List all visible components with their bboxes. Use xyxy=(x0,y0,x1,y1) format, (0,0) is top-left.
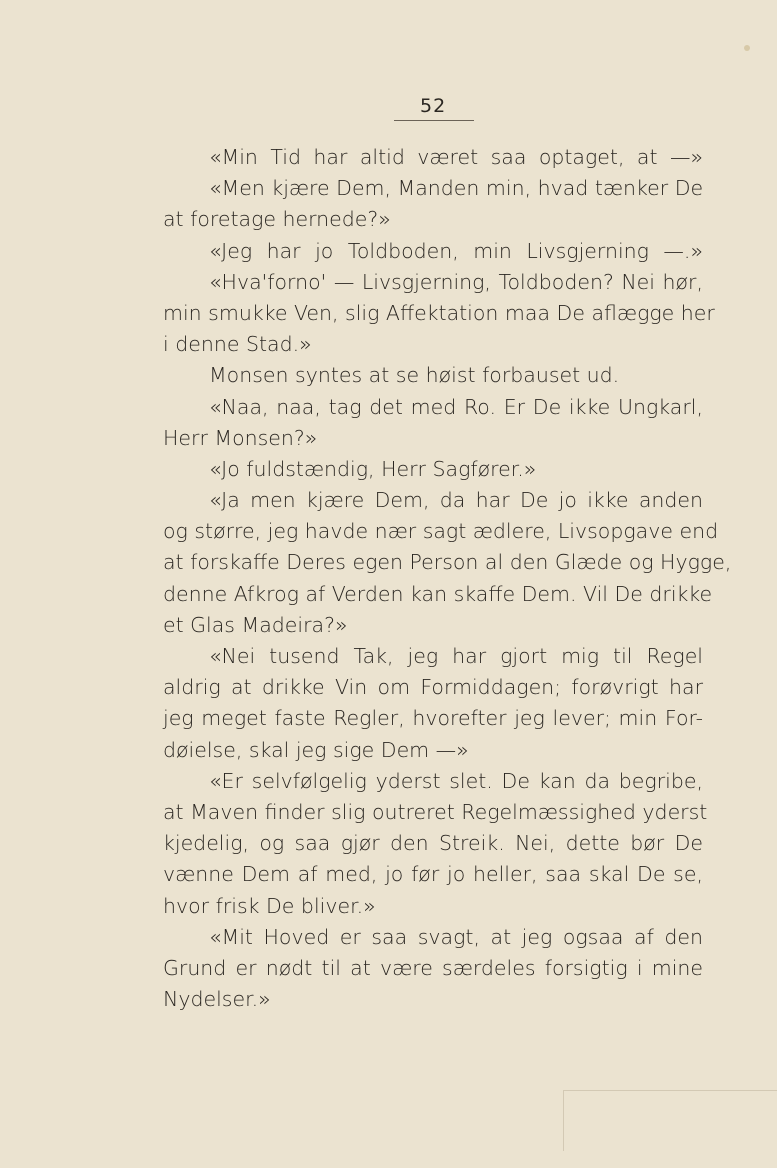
text-line: «Er selvfølgelig yderst slet. De kan da begribe, xyxy=(209,768,703,793)
text-line: «Mit Hoved er saa svagt, at jeg ogsaa af den xyxy=(209,924,703,949)
text-line: Monsen syntes at se høist forbauset ud. xyxy=(209,363,620,388)
text-line: «Jo fuldstændig, Herr Sagfører.» xyxy=(209,456,537,481)
text-line: «Min Tid har altid været saa optaget, at —» xyxy=(209,145,703,169)
text-line: Grund er nødt til at være særdeles forsigtig i mine xyxy=(163,955,703,980)
text-line: og større, jeg havde nær sagt ædlere, Livsopgave end xyxy=(163,519,719,544)
text-line: «Nei tusend Tak, jeg har gjort mig til Regel xyxy=(209,644,703,668)
text-line: døielse, skal jeg sige Dem —» xyxy=(163,737,469,762)
text-line: Nydelser.» xyxy=(163,987,271,1012)
page-number-rule xyxy=(394,120,474,121)
text-line: denne Afkrog af Verden kan skaffe Dem. Vil De drikke xyxy=(163,581,713,606)
text-line: i denne Stad.» xyxy=(163,332,312,357)
text-line: aldrig at drikke Vin om Formiddagen; forøvrigt har xyxy=(163,675,703,700)
text-line: min smukke Ven, slig Affektation maa De aflægge her xyxy=(163,300,715,325)
text-line: kjedelig, og saa gjør den Streik. Nei, dette bør De xyxy=(163,831,703,856)
text-line: et Glas Madeira?» xyxy=(163,612,348,637)
text-line: «Ja men kjære Dem, da har De jo ikke anden xyxy=(209,488,703,513)
text-line: «Naa, naa, tag det med Ro. Er De ikke Ungkarl, xyxy=(209,394,703,419)
text-line: at foretage hernede?» xyxy=(163,207,391,232)
text-line: Herr Monsen?» xyxy=(163,425,318,450)
body-text xyxy=(163,142,732,1015)
text-line: «Hva'forno' — Livsgjerning, Toldboden? Nei hør, xyxy=(209,269,703,294)
page-number: 52 xyxy=(420,95,447,117)
text-line: «Jeg har jo Toldboden, min Livsgjerning —.» xyxy=(209,238,703,263)
text-line: jeg meget faste Regler, hvorefter jeg lever; min For- xyxy=(163,706,703,731)
text-line: hvor frisk De bliver.» xyxy=(163,893,376,918)
page-edge-speck xyxy=(744,45,750,51)
text-line: at Maven finder slig outreret Regelmæssighed yderst xyxy=(163,799,708,824)
scan-corner-mark xyxy=(563,1090,777,1151)
text-line: vænne Dem af med, jo før jo heller, saa skal De se, xyxy=(163,862,703,887)
text-line: «Men kjære Dem, Manden min, hvad tænker De xyxy=(209,176,704,201)
text-line: at forskaffe Deres egen Person al den Glæde og Hygge, xyxy=(163,550,732,575)
